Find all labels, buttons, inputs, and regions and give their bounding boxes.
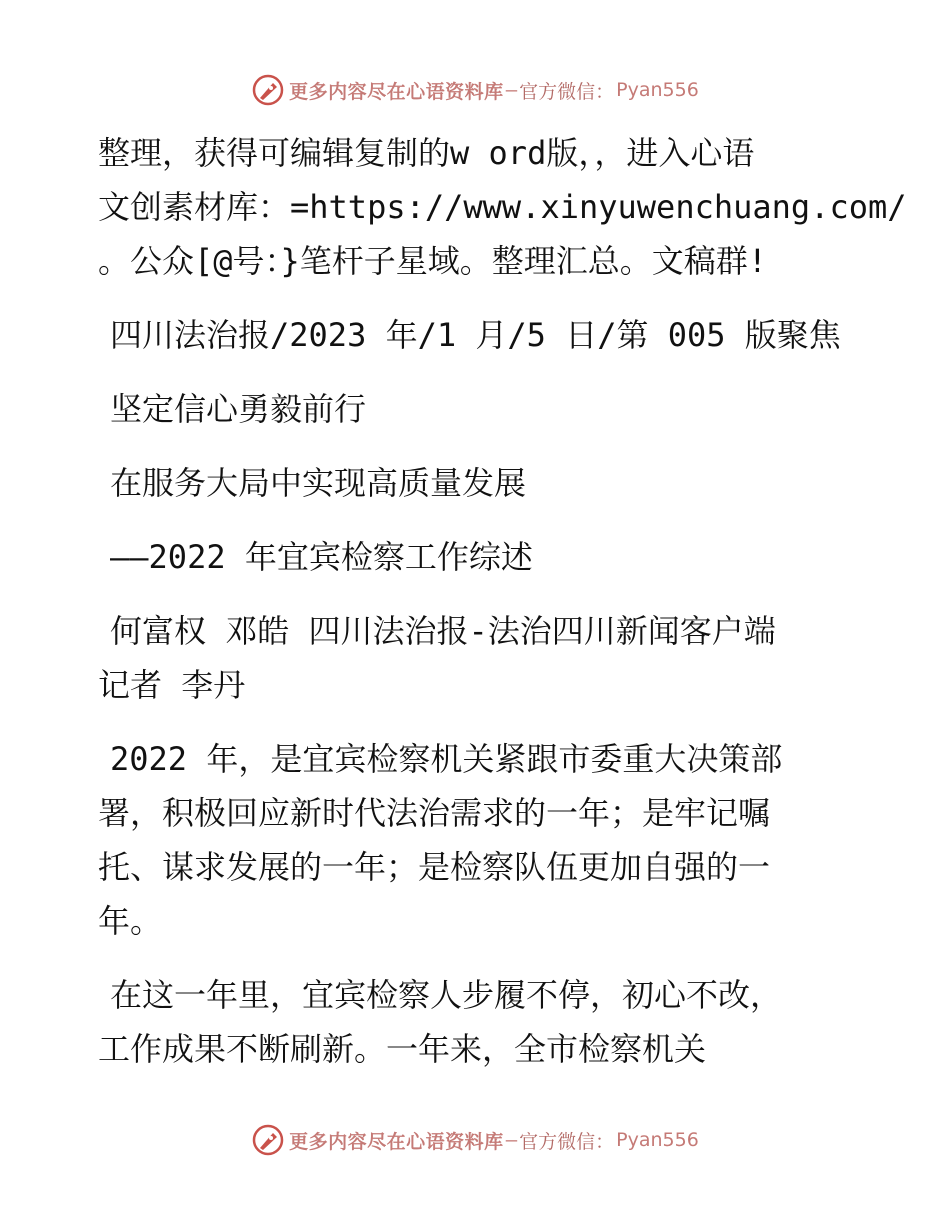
paragraph-line: 2022 年，是宜宾检察机关紧跟市委重大决策部 [110,740,783,778]
source-line: 四川法治报/2023 年/1 月/5 日/第 005 版聚焦 [110,316,841,354]
document-body [98,126,907,1076]
watermark-wechat-id: Pyan556 [616,1129,699,1151]
watermark-separator: — [505,1129,518,1151]
intro-line: 。公众[@号：}笔杆子星域。整理汇总。文稿群! [98,242,768,280]
footer-watermark [0,1120,950,1160]
watermark-label: 官方微信： [519,1130,615,1153]
article-title: 坚定信心勇毅前行 [110,390,367,428]
paragraph-line: 年。 [98,902,163,940]
paragraph-line: 工作成果不断刷新。一年来，全市检察机关 [98,1030,707,1068]
watermark-wechat-id: Pyan556 [616,79,699,101]
article-subtitle: ——2022 年宜宾检察工作综述 [110,538,533,576]
paragraph-line: 托、谋求发展的一年；是检察队伍更加自强的一 [98,848,771,886]
paragraph-line: 署，积极回应新时代法治需求的一年；是牢记嘱 [98,794,771,832]
article-title-second: 在服务大局中实现高质量发展 [110,464,527,502]
header-watermark [0,70,950,110]
watermark-label: 官方微信： [519,80,615,103]
watermark-text: 更多内容尽在心语资料库 [289,80,504,103]
paragraph-line: 在这一年里，宜宾检察人步履不停，初心不改， [110,976,783,1014]
pen-nib-logo-icon [251,1123,285,1157]
intro-line: 文创素材库：=https://www.xinyuwenchuang.com/ [98,188,907,226]
intro-line: 整理，获得可编辑复制的w ord版，，进入心语 [98,134,755,172]
byline: 记者 李丹 [98,666,246,704]
byline: 何富权 邓皓 四川法治报-法治四川新闻客户端 [110,612,776,650]
pen-nib-logo-icon [251,73,285,107]
watermark-text: 更多内容尽在心语资料库 [289,1130,504,1153]
watermark-separator: — [505,79,518,101]
